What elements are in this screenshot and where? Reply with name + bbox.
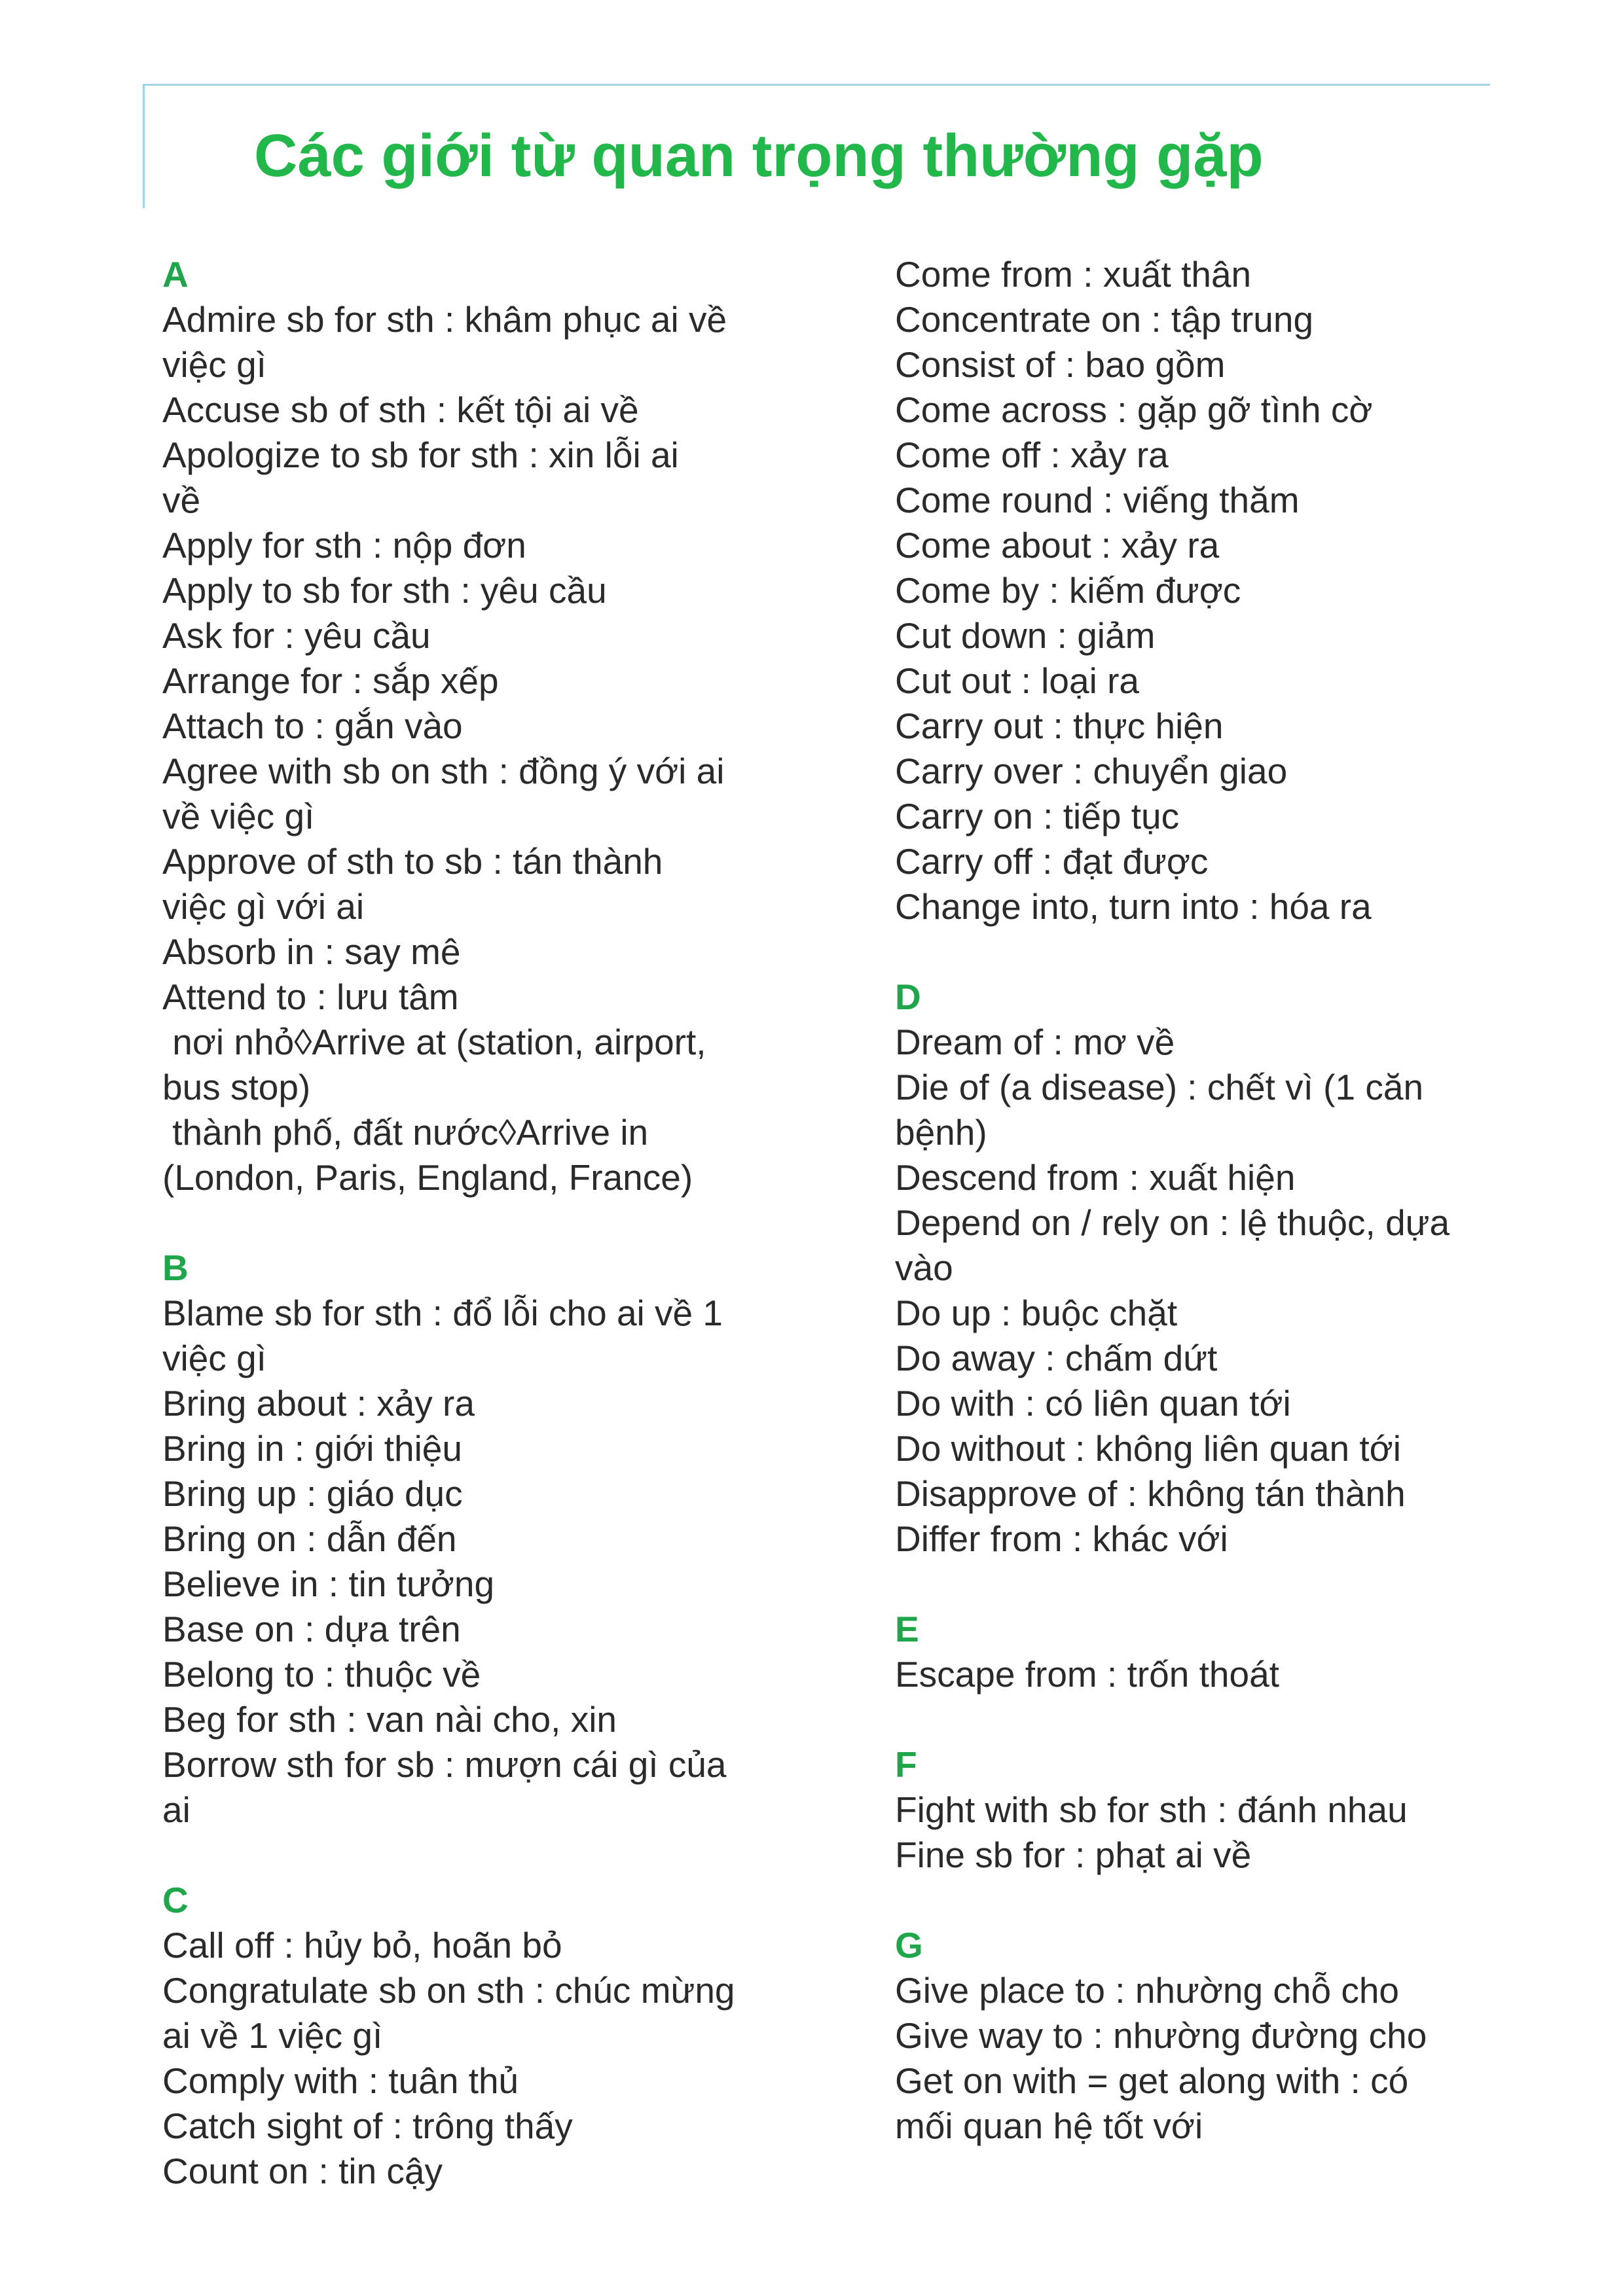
entry-line: Come about : xảy ra	[895, 525, 1220, 565]
entry-line: Blame sb for sth : đổ lỗi cho ai về 1	[162, 1293, 723, 1333]
left-column	[162, 252, 876, 2239]
section-letter: E	[895, 1609, 919, 1649]
entry-line: Borrow sth for sb : mượn cái gì của	[162, 1744, 727, 1785]
entry-line: Give place to : nhường chỗ cho	[895, 1970, 1399, 2011]
entry-line: việc gì	[162, 344, 266, 385]
entry-line: Descend from : xuất hiện	[895, 1157, 1296, 1198]
entry-line: Fine sb for : phạt ai về	[895, 1835, 1252, 1875]
entry-line: Carry on : tiếp tục	[895, 796, 1180, 836]
entry-line: Catch sight of : trông thấy	[162, 2106, 573, 2146]
header-rule	[143, 84, 1490, 86]
entry-line: Come by : kiếm được	[895, 570, 1241, 611]
entry-line: Concentrate on : tập trung	[895, 299, 1314, 340]
entry-line: Die of (a disease) : chết vì (1 căn	[895, 1067, 1424, 1107]
entry-line: Apply to sb for sth : yêu cầu	[162, 570, 607, 611]
section-a	[162, 252, 876, 1200]
section-letter: D	[895, 977, 921, 1017]
entry-line: Change into, turn into : hóa ra	[895, 886, 1372, 927]
entry-line: bus stop)	[162, 1067, 311, 1107]
section-e	[895, 1607, 1550, 1697]
entry-line: về việc gì	[162, 796, 315, 836]
entry-line: Carry out : thực hiện	[895, 706, 1224, 746]
entry-line: Escape from : trốn thoát	[895, 1654, 1279, 1695]
entry-line: Believe in : tin tưởng	[162, 1564, 495, 1604]
entry-line: Dream of : mơ về	[895, 1022, 1175, 1062]
entry-line: Cut down : giảm	[895, 615, 1156, 656]
entry-line: Apply for sth : nộp đơn	[162, 525, 526, 565]
entry-line: nơi nhỏ◊Arrive at (station, airport,	[162, 1022, 706, 1062]
entry-line: Absorb in : say mê	[162, 931, 461, 972]
entry-line: Do without : không liên quan tới	[895, 1428, 1401, 1469]
section-letter: F	[895, 1744, 917, 1785]
entry-line: Accuse sb of sth : kết tội ai về	[162, 389, 639, 430]
section-letter: B	[162, 1247, 189, 1288]
entry-line: Bring about : xảy ra	[162, 1383, 475, 1424]
section-letter: C	[162, 1880, 189, 1920]
entry-line: Carry over : chuyển giao	[895, 751, 1288, 791]
entry-line: Come across : gặp gỡ tình cờ	[895, 389, 1373, 430]
entry-line: Get on with = get along with : có	[895, 2060, 1409, 2101]
entry-line: Count on : tin cậy	[162, 2151, 443, 2191]
entry-line: Beg for sth : van nài cho, xin	[162, 1699, 617, 1740]
entry-line: Congratulate sb on sth : chúc mừng	[162, 1970, 735, 2011]
section-letter: G	[895, 1925, 923, 1965]
entry-line: Bring in : giới thiệu	[162, 1428, 462, 1469]
entry-line: Approve of sth to sb : tán thành	[162, 841, 663, 882]
entry-line: Differ from : khác với	[895, 1518, 1228, 1559]
entry-line: (London, Paris, England, France)	[162, 1157, 693, 1198]
entry-line: Attach to : gắn vào	[162, 706, 463, 746]
entry-line: Carry off : đạt được	[895, 841, 1209, 882]
entry-line: thành phố, đất nước◊Arrive in	[162, 1112, 649, 1153]
entry-line: Arrange for : sắp xếp	[162, 660, 499, 701]
page-title: Các giới từ quan trọng thường gặp	[254, 122, 1264, 189]
entry-line: việc gì với ai	[162, 886, 365, 927]
entry-line: Come round : viếng thăm	[895, 480, 1300, 520]
entry-line: Consist of : bao gồm	[895, 344, 1226, 385]
entry-line: Bring up : giáo dục	[162, 1473, 463, 1514]
entry-line: Do with : có liên quan tới	[895, 1383, 1291, 1424]
entry-line: ai về 1 việc gì	[162, 2015, 383, 2056]
section-f	[895, 1742, 1550, 1878]
section-b	[162, 1246, 876, 1833]
entry-line: Fight with sb for sth : đánh nhau	[895, 1789, 1408, 1830]
entry-line: Do away : chấm dứt	[895, 1338, 1218, 1378]
entry-line: Agree with sb on sth : đồng ý với ai	[162, 751, 725, 791]
header-side-rule	[143, 84, 145, 208]
entry-line: Cut out : loại ra	[895, 660, 1139, 701]
entry-line: Base on : dựa trên	[162, 1609, 461, 1649]
entry-line: bệnh)	[895, 1112, 987, 1153]
entry-line: Call off : hủy bỏ, hoãn bỏ	[162, 1925, 562, 1965]
entry-line: về	[162, 480, 201, 520]
entry-line: Disapprove of : không tán thành	[895, 1473, 1406, 1514]
entry-line: Do up : buộc chặt	[895, 1293, 1178, 1333]
section-continued	[895, 252, 1550, 929]
entry-line: việc gì	[162, 1338, 266, 1378]
entry-line: Ask for : yêu cầu	[162, 615, 431, 656]
entry-line: mối quan hệ tốt với	[895, 2106, 1203, 2146]
right-column	[895, 252, 1550, 2194]
section-d	[895, 975, 1550, 1562]
entry-line: vào	[895, 1247, 953, 1288]
entry-line: Give way to : nhường đường cho	[895, 2015, 1427, 2056]
entry-line: Apologize to sb for sth : xin lỗi ai	[162, 435, 679, 475]
entry-line: Come from : xuất thân	[895, 254, 1252, 295]
section-letter: A	[162, 254, 189, 295]
entry-line: Admire sb for sth : khâm phục ai về	[162, 299, 727, 340]
entry-line: Attend to : lưu tâm	[162, 977, 459, 1017]
section-g	[895, 1923, 1550, 2149]
entry-line: ai	[162, 1789, 191, 1830]
section-c	[162, 1878, 876, 2194]
entry-line: Belong to : thuộc về	[162, 1654, 481, 1695]
entry-line: Bring on : dẫn đến	[162, 1518, 457, 1559]
entry-line: Comply with : tuân thủ	[162, 2060, 519, 2101]
entry-line: Depend on / rely on : lệ thuộc, dựa	[895, 1202, 1450, 1243]
entry-line: Come off : xảy ra	[895, 435, 1169, 475]
